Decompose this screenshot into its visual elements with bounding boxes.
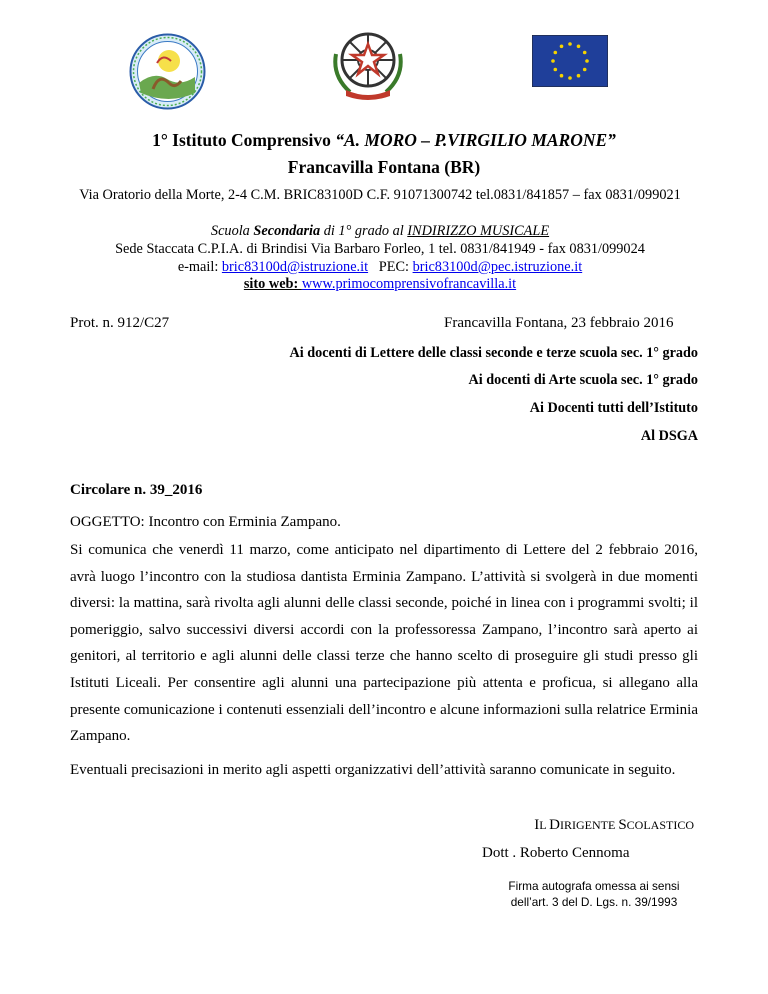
recipient-line: Al DSGA: [640, 428, 698, 444]
school-logo-icon: [129, 33, 206, 110]
institute-title: 1° Istituto Comprensivo “A. MORO – P.VIRGILIO MARONE”: [152, 130, 616, 150]
signatory-title: IL DIRIGENTE SCOLASTICO: [534, 817, 694, 833]
pec-link[interactable]: bric83100d@pec.istruzione.it: [412, 259, 583, 275]
recipient-line: Ai Docenti tutti dell’Istituto: [529, 400, 698, 416]
protocol-number: Prot. n. 912/C27: [70, 315, 170, 331]
institute-name: “A. MORO – P.VIRGILIO MARONE”: [335, 130, 616, 150]
body-paragraph: Si comunica che venerdì 11 marzo, come anticipato nel dipartimento di Lettere del 2 febbraio 2016, avrà luogo l’incontro con la studiosa dantista Erminia Zampano. L’attività si svolgerà in due momenti diversi: la mattina, sarà rivolta agli alunni delle classi seconde, poiché in linea con i programmi svolti; il pomeriggio, salvo successivi diversi accordi con la professoressa Zampano, l’incontro sarà aperto ai genitori, al territorio e agli alunni delle classi terze che hanno scelto di proseguire gli studi presso gli Istituti Liceali. Per consentire agli alunni una partecipazione più attenta e proficua, si allegano alla presente comunicazione i contenuti essenziali dell’incontro e alcune informazioni sulla relatrice Erminia Zampano.: [70, 542, 698, 745]
email-link[interactable]: bric83100d@istruzione.it: [221, 259, 369, 275]
signatory-name: Dott . Roberto Cennoma: [482, 845, 630, 861]
body-paragraph: Eventuali precisazioni in merito agli aspetti organizzativi dell’attività saranno comunicate in seguito.: [70, 762, 676, 778]
european-union-flag-icon: [532, 35, 608, 87]
contact-line: e-mail: bric83100d@istruzione.it PEC: bric83100d@pec.istruzione.it: [177, 259, 583, 275]
sede-line: Sede Staccata C.P.I.A. di Brindisi Via Barbaro Forleo, 1 tel. 0831/841949 - fax 0831/099024: [115, 241, 645, 257]
website-link[interactable]: www.primocomprensivofrancavilla.it: [301, 276, 517, 292]
subject-line: OGGETTO: Incontro con Erminia Zampano.: [70, 514, 341, 530]
italian-republic-emblem-icon: [330, 24, 406, 102]
signature-note: Firma autografa omessa ai sensi dell’art. 3 del D. Lgs. n. 39/1993: [508, 879, 680, 909]
school-type-line: Scuola Secondaria di 1° grado al INDIRIZZO MUSICALE: [210, 223, 550, 239]
institute-city: Francavilla Fontana (BR): [287, 157, 481, 177]
circular-number: Circolare n. 39_2016: [70, 482, 203, 498]
address-line: Via Oratorio della Morte, 2-4 C.M. BRIC83100D C.F. 91071300742 tel.0831/841857 – fax 0831/099021: [79, 187, 681, 203]
document-date: Francavilla Fontana, 23 febbraio 2016: [444, 315, 674, 331]
recipient-line: Ai docenti di Arte scuola sec. 1° grado: [468, 372, 698, 388]
website-line: sito web: www.primocomprensivofrancavilla.it: [243, 276, 517, 292]
recipient-line: Ai docenti di Lettere delle classi seconde e terze scuola sec. 1° grado: [289, 345, 698, 361]
